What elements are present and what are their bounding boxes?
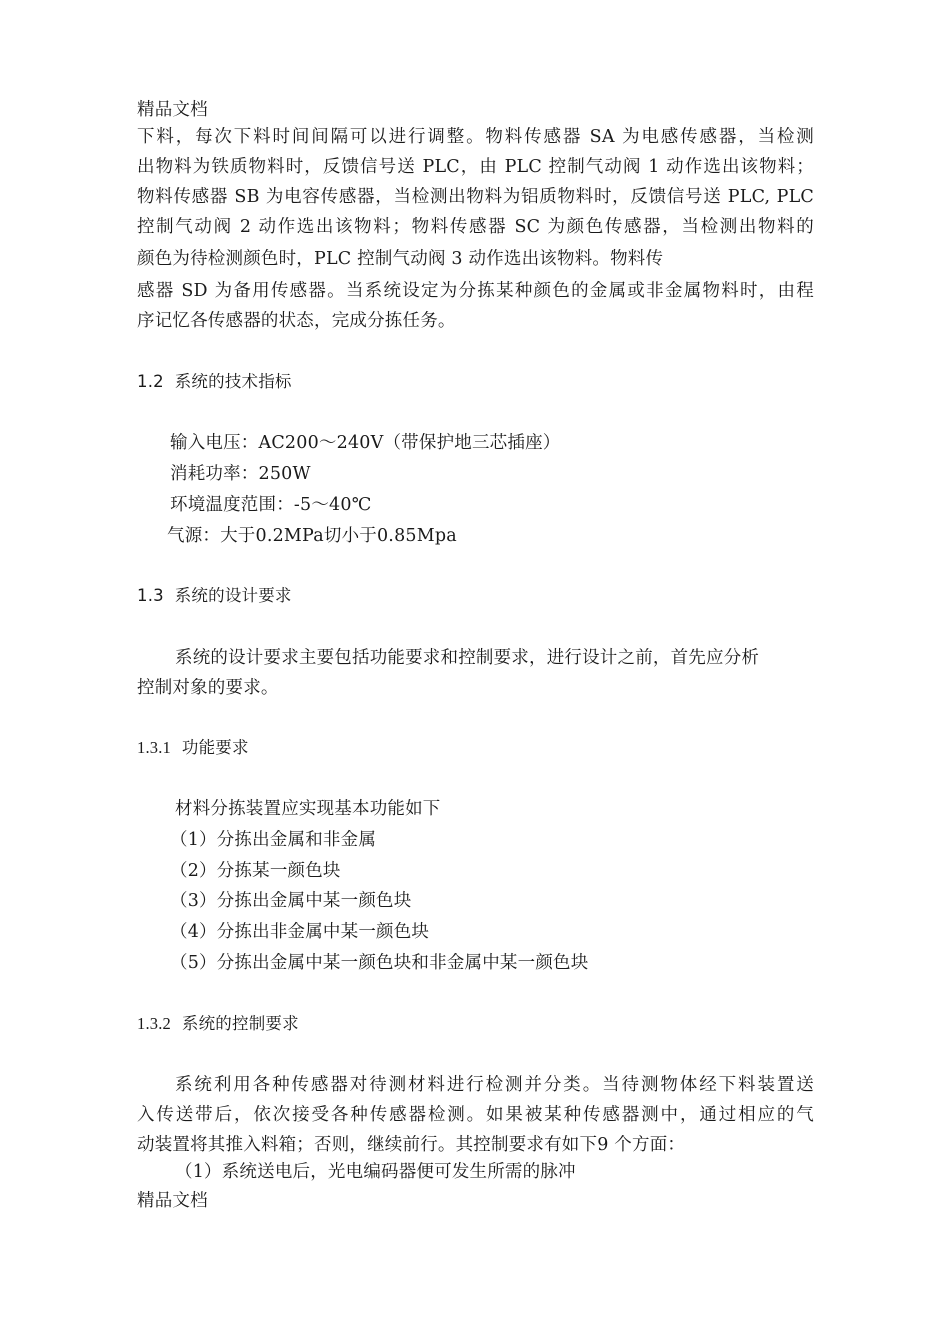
intro-line-2: 出物料为铁质物料时，反馈信号送 PLC，由 PLC 控制气动阀 1 动作选出该物料； — [137, 157, 814, 177]
page-header: 精品文档 — [137, 100, 208, 120]
section-1-3-2-heading — [137, 1013, 299, 1035]
control-line-4: （1）系统送电后，光电编码器便可发生所需的脉冲 — [175, 1162, 576, 1182]
section-1-3-1-heading — [137, 737, 249, 759]
section-number: 1.2 — [137, 372, 164, 391]
intro-line-1: 下料，每次下料时间间隔可以进行调整。物料传感器 SA 为电感传感器，当检测 — [137, 127, 814, 147]
spec-input-voltage: 输入电压：AC200～240V（带保护地三芯插座） — [170, 433, 561, 453]
section-1-2-heading — [137, 371, 292, 393]
function-item-1: （1）分拣出金属和非金属 — [170, 830, 377, 850]
control-line-1: 系统利用各种传感器对待测材料进行检测并分类。当待测物体经下料装置送 — [175, 1075, 814, 1095]
spec-power: 消耗功率：250W — [170, 464, 311, 484]
design-line-1: 系统的设计要求主要包括功能要求和控制要求，进行设计之前，首先应分析 — [175, 648, 760, 668]
intro-line-6: 感器 SD 为备用传感器。当系统设定为分拣某种颜色的金属或非金属物料时，由程 — [137, 281, 814, 301]
control-line-3: 动装置将其推入料箱；否则，继续前行。其控制要求有如下9 个方面： — [137, 1135, 686, 1155]
function-item-5: （5）分拣出金属中某一颜色块和非金属中某一颜色块 — [170, 953, 589, 973]
section-number: 1.3.2 — [137, 1014, 171, 1033]
intro-line-4: 控制气动阀 2 动作选出该物料；物料传感器 SC 为颜色传感器，当检测出物料的 — [137, 217, 814, 237]
page-footer: 精品文档 — [137, 1191, 208, 1211]
section-number: 1.3 — [137, 586, 164, 605]
function-intro: 材料分拣装置应实现基本功能如下 — [175, 799, 441, 819]
section-title: 系统的技术指标 — [174, 372, 292, 391]
spec-air-source: 气源：大于0.2MPa切小于0.85Mpa — [167, 526, 457, 546]
intro-line-7: 序记忆各传感器的状态，完成分拣任务。 — [137, 311, 456, 331]
function-item-3: （3）分拣出金属中某一颜色块 — [170, 891, 412, 911]
spec-temperature: 环境温度范围：-5～40℃ — [170, 495, 372, 515]
intro-line-5: 颜色为待检测颜色时，PLC 控制气动阀 3 动作选出该物料。物料传 — [137, 249, 664, 269]
section-number: 1.3.1 — [137, 738, 171, 757]
design-line-2: 控制对象的要求。 — [137, 678, 279, 698]
section-title: 功能要求 — [181, 738, 249, 757]
section-title: 系统的设计要求 — [174, 586, 292, 605]
function-item-2: （2）分拣某一颜色块 — [170, 861, 341, 881]
section-1-3-heading — [137, 585, 292, 607]
function-item-4: （4）分拣出非金属中某一颜色块 — [170, 922, 430, 942]
control-line-2: 入传送带后，依次接受各种传感器检测。如果被某种传感器测中，通过相应的气 — [137, 1105, 814, 1125]
section-title: 系统的控制要求 — [181, 1014, 299, 1033]
intro-line-3: 物料传感器 SB 为电容传感器，当检测出物料为铝质物料时，反馈信号送 PLC, PLC — [137, 187, 814, 207]
